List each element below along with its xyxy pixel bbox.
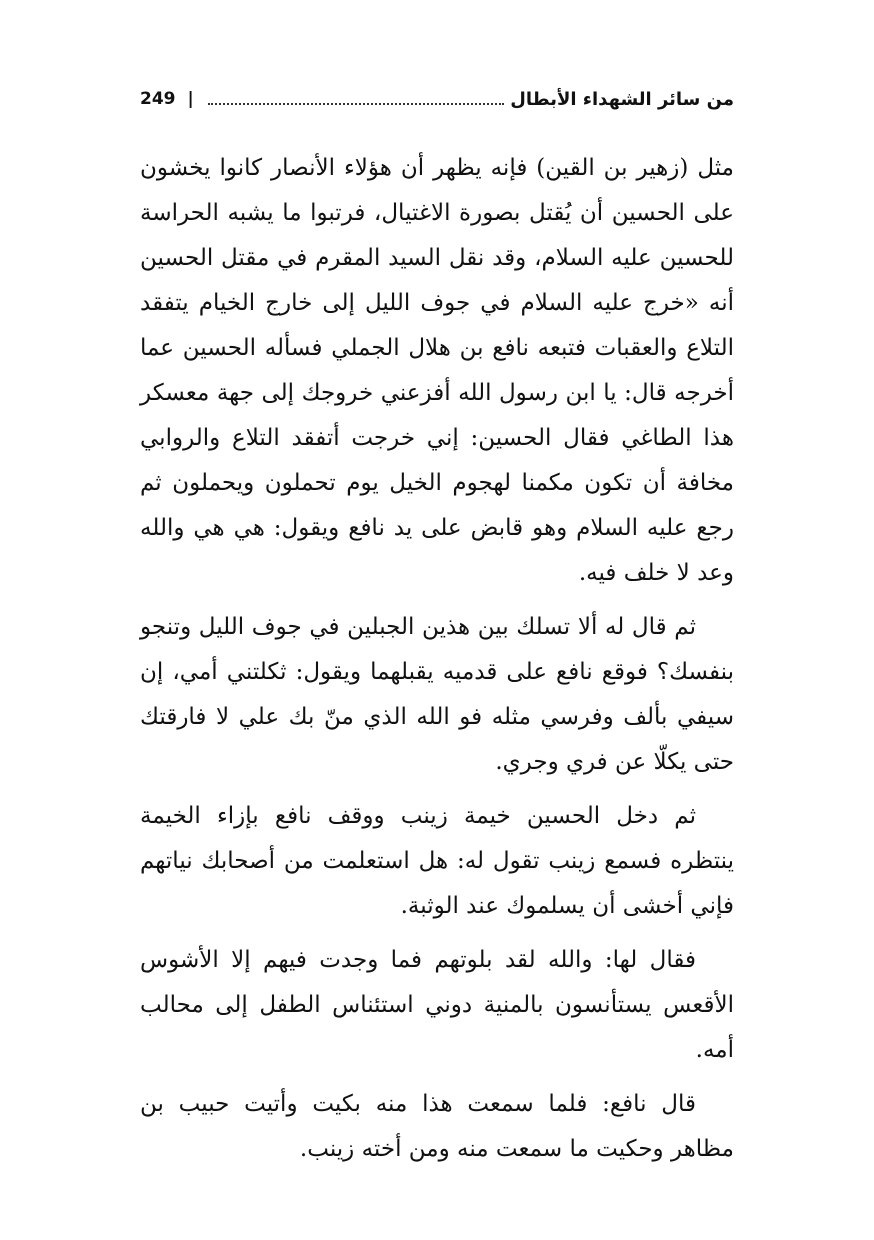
body-text xyxy=(140,146,734,1181)
paragraph-3: ثم دخل الحسين خيمة زينب ووقف نافع بإزاء الخيمة ينتظره فسمع زينب تقول له: هل استعلمت من أصحابك نياتهم فإني أخشى أن يسلموك عند الوثبة. xyxy=(140,803,734,919)
page-header xyxy=(140,84,734,114)
header-separator: | xyxy=(187,89,194,109)
paragraph-4: فقال لها: والله لقد بلوتهم فما وجدت فيهم إلا الأشوس الأقعس يستأنسون بالمنية دوني استئناس الطفل إلى محالب أمه. xyxy=(140,947,734,1063)
paragraph-1: مثل (زهير بن القين) فإنه يظهر أن هؤلاء الأنصار كانوا يخشون على الحسين أن يُقتل بصورة الاغتيال، فرتبوا ما يشبه الحراسة للحسين عليه السلام، وقد نقل السيد المقرم في مقتل الحسين أنه «خرج عليه السلام في جوف الليل إلى خارج الخيام يتفقد التلاع والعقبات فتبعه نافع بن هلال الجملي فسأله الحسين عما أخرجه قال: يا ابن رسول الله أفزعني خروجك إلى جهة معسكر هذا الطاغي فقال الحسين: إني خرجت أتفقد التلاع والروابي مخافة أن تكون مكمنا لهجوم الخيل يوم تحملون ويحملون ثم رجع عليه السلام وهو قابض على يد نافع ويقول: هي هي والله وعد لا خلف فيه. xyxy=(140,155,734,586)
dotted-leader xyxy=(208,103,505,105)
running-title: من سائر الشهداء الأبطال xyxy=(510,88,734,110)
page-number: 249 xyxy=(140,89,176,109)
paragraph-2: ثم قال له ألا تسلك بين هذين الجبلين في جوف الليل وتنجو بنفسك؟ فوقع نافع على قدميه يقبلهما ويقول: ثكلتني أمي، إن سيفي بألف وفرسي مثله فو الله الذي منّ بك علي لا فارقتك حتى يكلّا عن فري وجري. xyxy=(140,614,734,775)
paragraph-5: قال نافع: فلما سمعت هذا منه بكيت وأتيت حبيب بن مظاهر وحكيت ما سمعت منه ومن أخته زينب. xyxy=(140,1091,734,1162)
